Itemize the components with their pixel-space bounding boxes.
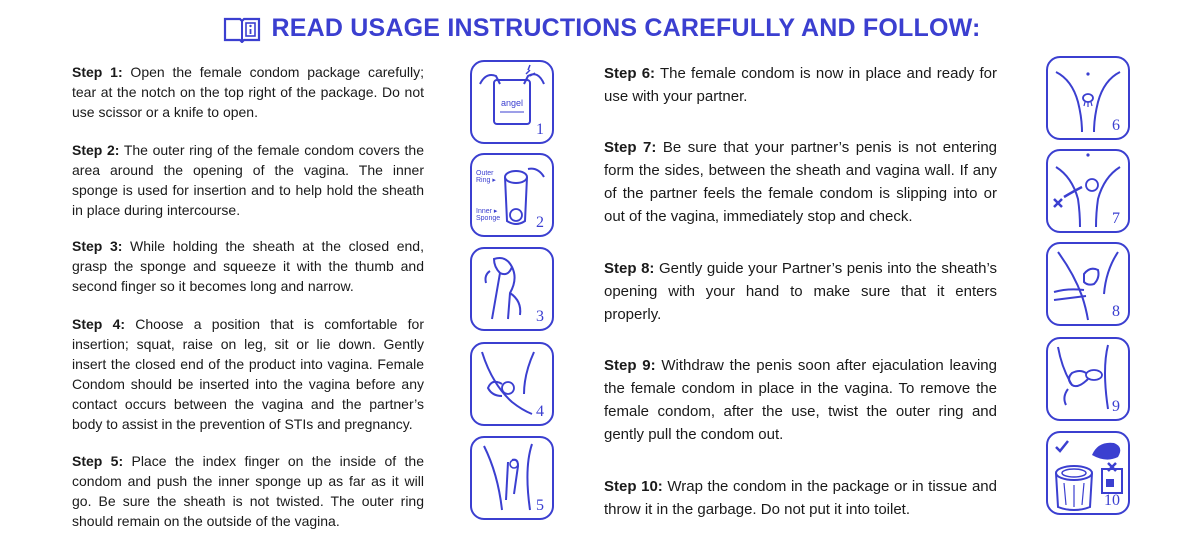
- step-4-number: 4: [536, 403, 544, 420]
- step-5: Step 5: Place the index finger on the inside of the condom and push the inner sponge up as far as it will go. Be sure the sheath is not twisted. The outer ring should remain on the outside of the vagina.: [72, 453, 424, 529]
- step-9-number: 9: [1112, 398, 1120, 415]
- svg-text:Inner ▸: Inner ▸: [476, 208, 498, 215]
- step-6-illustration: [1046, 56, 1130, 140]
- step-10-number: 10: [1104, 492, 1120, 509]
- step-4: Step 4: Choose a position that is comfortable for insertion; squat, raise on leg, sit or lie down. Gently insert the closed end of the product into vagina. Female Condom should be inserted into the vagina before any contact occurs between the vagina and the partner’s body to assist in the prevention of STIs and pregnancy.: [72, 316, 424, 432]
- step-9-illustration: [1046, 337, 1130, 421]
- step-1-illustration: [470, 60, 554, 144]
- svg-text:angel: angel: [500, 98, 524, 108]
- step-2-illustration: [470, 153, 554, 237]
- step-1: Step 1: Open the female condom package carefully; tear at the notch on the top right of the package. Do not use scissor or a knife to open.: [72, 64, 424, 120]
- step-3: Step 3: While holding the sheath at the closed end, grasp the sponge and squeeze it with the thumb and second finger so it becomes long and narrow.: [72, 238, 424, 294]
- step-2: Step 2: The outer ring of the female condom covers the area around the opening of the vagina. The inner sponge is used for insertion and to help hold the sheath in place during intercourse.: [72, 142, 424, 218]
- step-7-illustration: [1046, 149, 1130, 233]
- step-8-illustration: [1046, 242, 1130, 326]
- step-10-illustration: [1046, 431, 1130, 515]
- step-10: Step 10: Wrap the condom in the package or in tissue and throw it in the garbage. Do not put it into toilet.: [604, 478, 997, 518]
- svg-text:Ring ▸: Ring ▸: [476, 177, 496, 184]
- step-3-number: 3: [536, 308, 544, 325]
- step-9: Step 9: Withdraw the penis soon after ejaculation leaving the female condom in place in the vagina. To remove the female condom, after the use, twist the outer ring and gently pull the condom out.: [604, 357, 997, 443]
- info-book-icon: [223, 15, 261, 43]
- step-8-number: 8: [1112, 303, 1120, 320]
- step-8: Step 8: Gently guide your Partner’s penis into the sheath’s opening with your hand to make sure that it enters properly.: [604, 260, 998, 323]
- step-1-number: 1: [536, 121, 544, 138]
- title-text: READ USAGE INSTRUCTIONS CAREFULLY AND FOLLOW:: [271, 14, 981, 42]
- step-4-illustration: [470, 342, 554, 426]
- svg-text:Outer: Outer: [476, 170, 494, 177]
- step-5-illustration: [470, 436, 554, 520]
- step-2-number: 2: [536, 214, 544, 231]
- step-3-illustration: [470, 247, 554, 331]
- step-5-number: 5: [536, 497, 544, 514]
- step-6: Step 6: The female condom is now in place and ready for use with your partner.: [604, 65, 997, 105]
- step-7-number: 7: [1112, 210, 1120, 227]
- svg-text:Sponge: Sponge: [476, 215, 501, 222]
- step-6-number: 6: [1112, 117, 1120, 134]
- page-title: [0, 14, 1204, 48]
- step-7: Step 7: Be sure that your partner’s penis is not entering form the sides, between the sheath and vagina wall. If any of the partner feels the female condom is slipping into or out of the vagina, immediately stop and check.: [604, 139, 997, 225]
